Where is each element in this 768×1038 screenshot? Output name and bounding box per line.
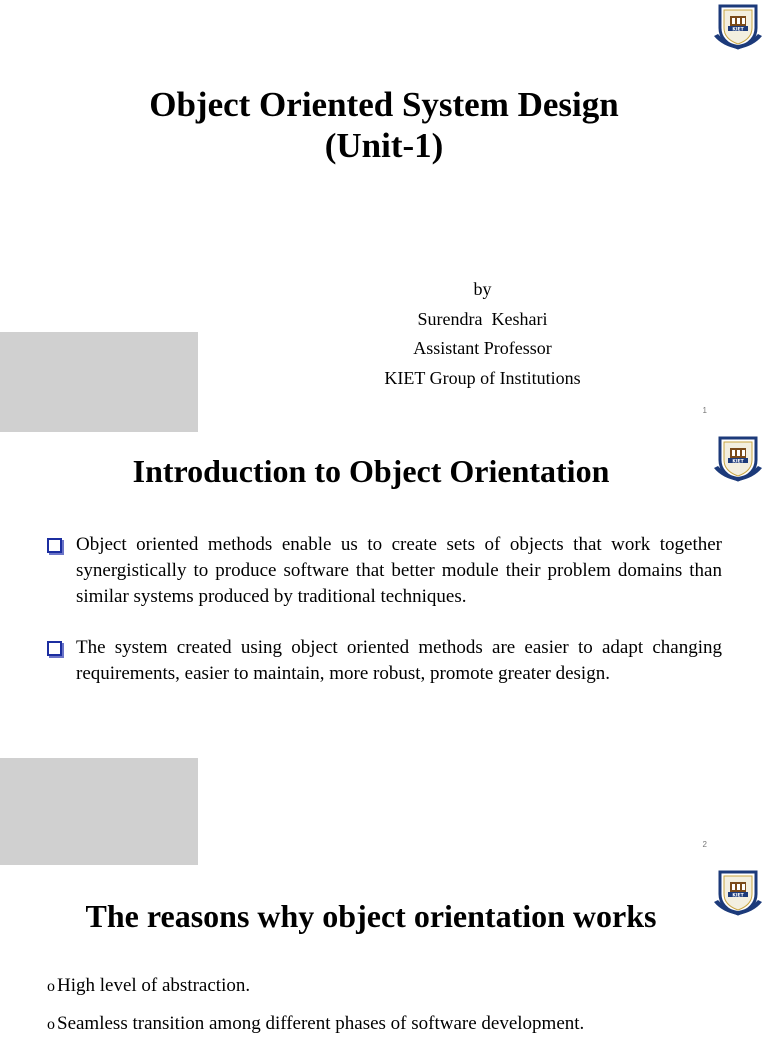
page-number: 1 (702, 406, 707, 415)
byline-role: Assistant Professor (413, 338, 552, 358)
checkbox-bullet-icon (47, 538, 62, 553)
author-byline (375, 275, 590, 393)
slide-3 (0, 866, 768, 1024)
slide-2-title: Introduction to Object Orientation (132, 453, 610, 489)
checkbox-bullet-icon (47, 641, 62, 656)
byline-author: Surendra Keshari (417, 308, 548, 329)
page-title (0, 84, 768, 166)
bullet-text: Object oriented methods enable us to create sets of objects that work together synergistically to produce software that better module their problem domains than similar systems produced by traditional techniques. (76, 534, 722, 607)
bullet-item (47, 635, 722, 687)
circle-bullet-icon: o (47, 978, 55, 995)
slide-3-title: The reasons why object orientation works (85, 898, 657, 934)
kiet-logo-icon (712, 2, 764, 52)
bullet-text: The system created using object oriented methods are easier to adapt changing requirements, easier to maintain, more robust, promote greater design. (76, 637, 722, 684)
placeholder-box (0, 758, 198, 865)
list-item-text: High level of abstraction. (57, 975, 251, 996)
title-line-1: Object Oriented System Design (149, 85, 619, 124)
byline-institution: KIET Group of Institutions (384, 367, 581, 388)
title-line-2: (Unit-1) (324, 126, 444, 165)
bullet-item (47, 532, 722, 610)
list-item (47, 1011, 584, 1038)
logo-label: KIET (732, 459, 744, 465)
byline-by: by (473, 279, 492, 299)
slide-1 (0, 0, 768, 432)
logo-label: KIET (732, 893, 744, 899)
page-number: 2 (702, 840, 707, 849)
circle-bullet-icon: o (47, 1016, 55, 1033)
placeholder-box (0, 332, 198, 432)
list-item (47, 973, 250, 1000)
logo-label: KIET (732, 27, 744, 33)
list-item-text: Seamless transition among different phases of software development. (57, 1013, 585, 1034)
